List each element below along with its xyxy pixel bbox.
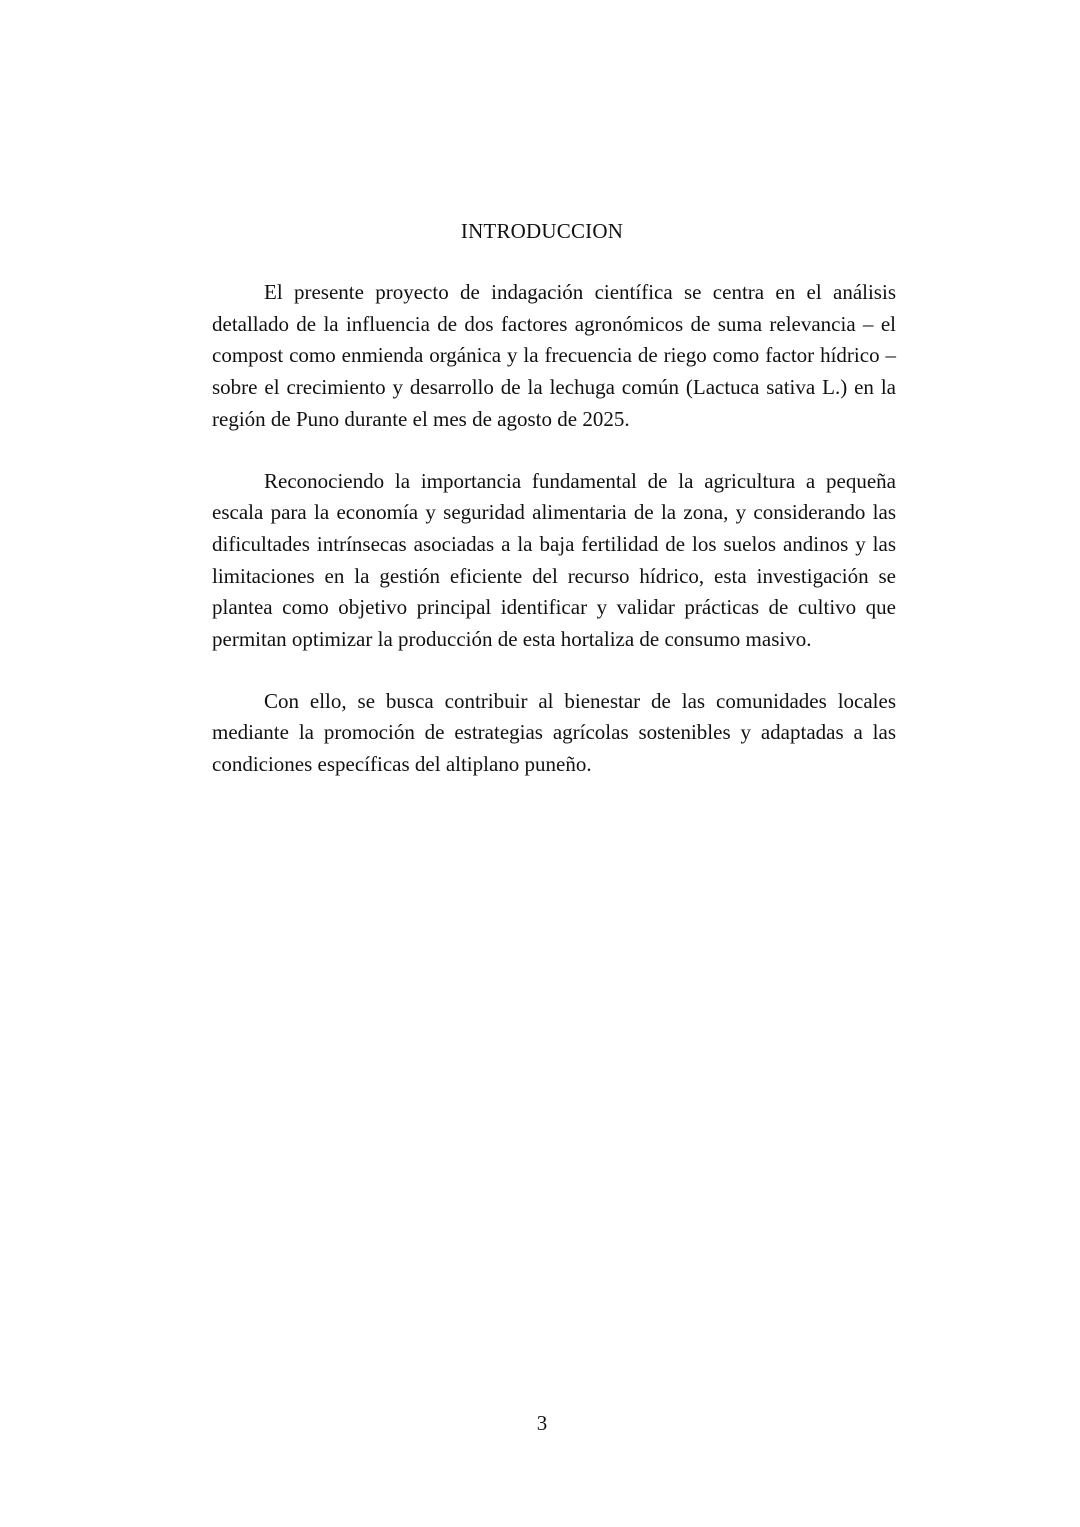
paragraph-2: Reconociendo la importancia fundamental de la agricultura a pequeña escala para la economía y seguridad alimentaria de la zona, y considerando las dificultades intrínsecas asociadas a la baja fertilidad de los suelos andinos y las limitaciones en la gestión eficiente del recurso hídrico, esta investigación se plantea como objetivo principal identificar y validar prácticas de cultivo que permitan optimizar la producción de esta hortaliza de consumo masivo.: [212, 468, 896, 652]
paragraph-3: Con ello, se busca contribuir al bienestar de las comunidades locales mediante la promoción de estrategias agrícolas sostenibles y adaptadas a las condiciones específicas del altiplano puneño.: [212, 688, 896, 777]
paragraph-1: El presente proyecto de indagación científica se centra en el análisis detallado de la influencia de dos factores agronómicos de suma relevancia – el compost como enmienda orgánica y la frecuencia de riego como factor hídrico – sobre el crecimiento y desarrollo de la lechuga común (Lactuca sativa L.) en la región de Puno durante el mes de agosto de 2025.: [212, 280, 896, 431]
body-text: [212, 277, 896, 811]
section-heading: INTRODUCCION: [460, 219, 624, 243]
page-number: 3: [536, 1411, 548, 1435]
